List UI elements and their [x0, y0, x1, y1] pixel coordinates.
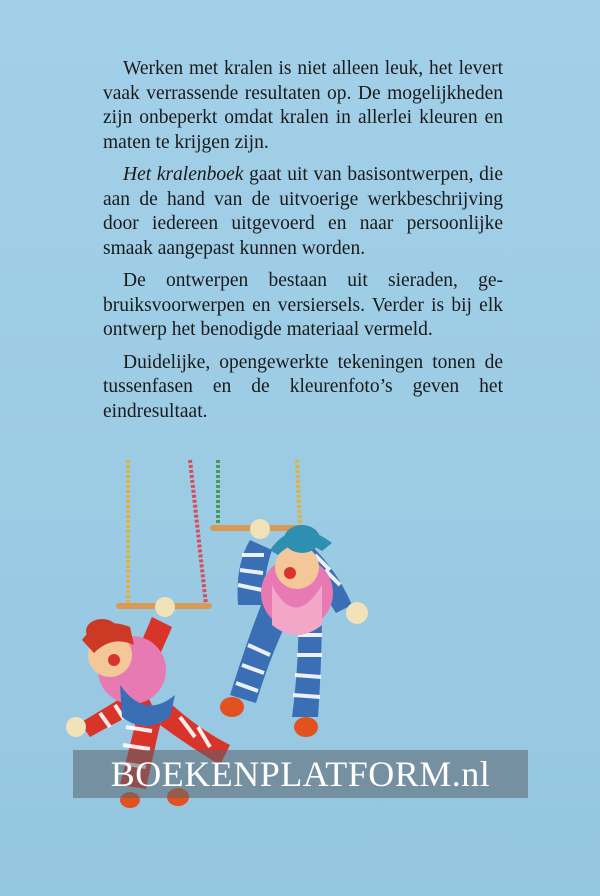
blurb-paragraph-1: Werken met kralen is niet alleen leuk, het levert vaak verrassende resultaten op. De mogelijkheden zijn onbeperkt omdat kralen in allerlei kleuren en maten te krijgen zijn.	[103, 58, 503, 153]
blurb-paragraph-2-rest: gaat uit van basisontwerpen, die aan de hand van de uitvoerige werkbeschrijving door iedereen uitgevoerd en naar persoonlijke smaak aangepast kunnen worden.	[103, 164, 503, 259]
blurb-paragraph-2	[103, 163, 503, 261]
blurb-paragraph-4: Duidelijke, opengewerkte tekeningen tonen de tussenfasen en de kleurenfoto’s geven het eindresultaat.	[103, 351, 503, 422]
blurb-text	[103, 57, 503, 432]
watermark-banner	[73, 750, 528, 798]
clown-right	[220, 519, 368, 737]
book-title: Het kralenboek	[123, 164, 244, 185]
watermark-text: BOEKENPLATFORM.nl	[110, 754, 491, 794]
blurb-paragraph-3: De ontwerpen bestaan uit sieraden, gebruiksvoorwerpen en versiersels. Verder is bij elk ontwerp het benodigde materiaal vermeld.	[103, 270, 503, 340]
